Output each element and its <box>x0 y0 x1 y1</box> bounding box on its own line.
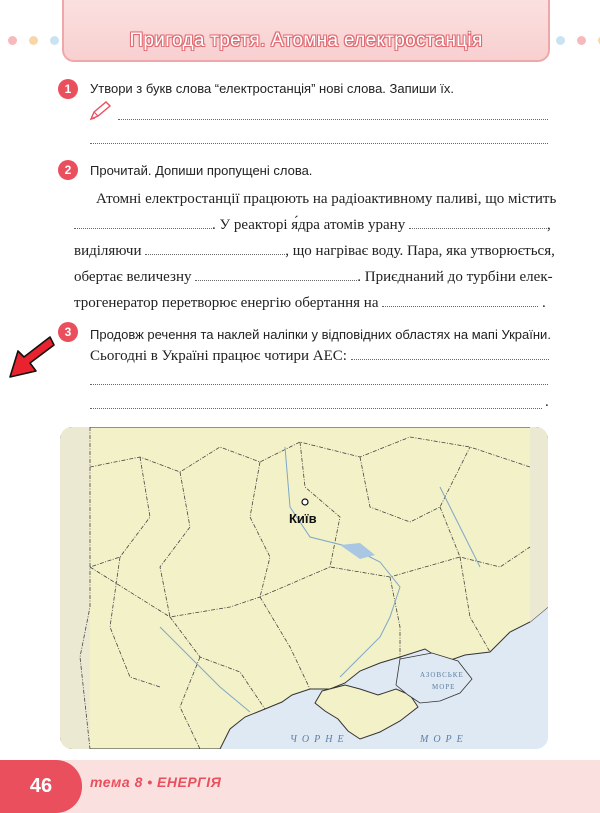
aes-line-3[interactable] <box>90 408 542 409</box>
task2-text-3b: , що нагріває воду. Пара, яка утворюється, <box>285 243 555 259</box>
task2-text-2a: . У реакторі я́дра атомів урану <box>212 217 406 233</box>
kyiv-marker <box>302 499 308 505</box>
blank-2[interactable] <box>409 228 547 229</box>
aes-line-2[interactable] <box>90 384 548 385</box>
task-number-1: 1 <box>58 79 78 99</box>
blank-5[interactable] <box>382 306 538 307</box>
task3-sentence-row <box>90 348 549 365</box>
task2-text-4a: обертає величезну <box>74 269 192 285</box>
neighbor-right <box>530 427 548 622</box>
task2-text-2b: , <box>546 217 551 233</box>
black-sea-label-right: МОРЕ <box>420 734 468 745</box>
task3-sentence: Сьогодні в Україні працює чотири АЕС: <box>90 348 347 364</box>
task2-line4 <box>74 269 553 286</box>
pencil-icon <box>88 100 112 122</box>
map-svg <box>60 427 548 749</box>
aes-blank-1[interactable] <box>351 359 549 360</box>
blank-4[interactable] <box>195 280 357 281</box>
task2-intro: Прочитай. Допиши пропущені слова. <box>90 163 313 178</box>
page-number: 46 <box>0 760 82 813</box>
blank-3[interactable] <box>145 254 285 255</box>
azov-label-2: МОРЕ <box>432 683 456 691</box>
ukraine-map[interactable] <box>60 427 548 749</box>
task3-end: . <box>545 394 549 410</box>
crimea <box>315 685 418 739</box>
task2-line1 <box>96 191 556 208</box>
red-arrow-icon <box>6 331 56 381</box>
task-number-2: 2 <box>58 160 78 180</box>
task2-text-4b: . Приєднаний до турбіни елек- <box>357 269 553 285</box>
black-sea-label-left: ЧОРНЕ <box>290 734 349 745</box>
kyiv-label: Київ <box>289 511 317 526</box>
footer-topic: тема 8 • ЕНЕРГІЯ <box>90 774 222 790</box>
task2-text-1a: Атомні електростанції працюють на радіоактивному паливі, що містить <box>96 191 557 207</box>
task2-line5 <box>74 295 546 312</box>
task2-text-5b: . <box>541 295 546 311</box>
answer-line-1[interactable] <box>118 119 548 120</box>
azov-label-1: АЗОВСЬКЕ <box>420 671 464 679</box>
page-title: Пригода третя. Атомна електростанція <box>129 30 483 51</box>
blank-1[interactable] <box>74 228 212 229</box>
task2-text-3a: виділяючи <box>74 243 142 259</box>
task2-text-5a: трогенератор перетворює енергію обертання на <box>74 295 379 311</box>
answer-line-2[interactable] <box>90 143 548 144</box>
task2-line3 <box>74 243 555 260</box>
task1-text: Утвори з букв слова “електростанція” нові слова. Запиши їх. <box>90 81 454 96</box>
neighbor-left <box>60 427 90 749</box>
task3-text: Продовж речення та наклей наліпки у відповідних областях на мапі України. <box>90 327 551 342</box>
decor-dots-right <box>556 36 600 46</box>
task-number-3: 3 <box>58 322 78 342</box>
title-banner <box>62 0 550 62</box>
task2-line2 <box>74 217 551 234</box>
decor-dots-left <box>8 36 59 46</box>
